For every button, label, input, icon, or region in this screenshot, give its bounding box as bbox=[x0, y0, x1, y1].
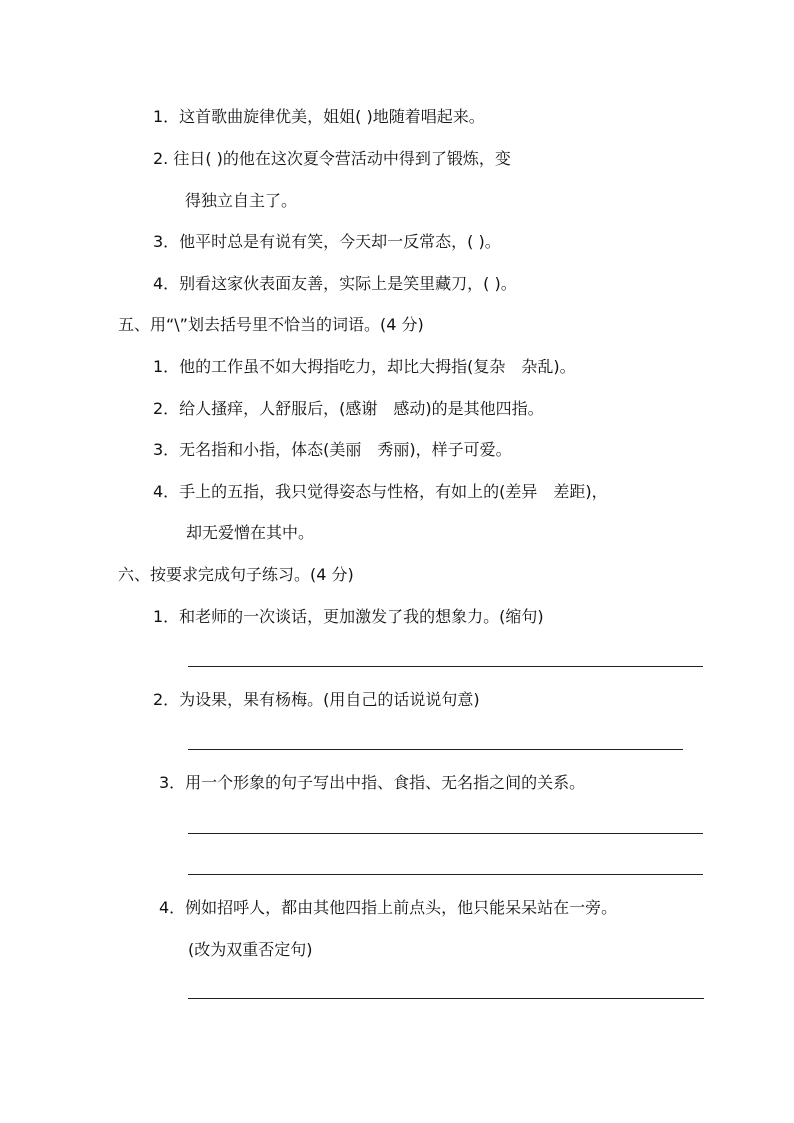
section-6-heading: 六、按要求完成句子练习。(4 分) bbox=[118, 565, 354, 584]
s4-item-4: 4．别看这家伙表面友善，实际上是笑里藏刀，( )。 bbox=[153, 274, 517, 293]
answer-line-4[interactable] bbox=[188, 998, 704, 999]
s4-item-1: 1．这首歌曲旋律优美，姐姐( )地随着唱起来。 bbox=[153, 107, 485, 126]
s5-item-1: 1．他的工作虽不如大拇指吃力，却比大拇指(复杂 杂乱)。 bbox=[153, 357, 576, 376]
s5-item-3: 3．无名指和小指，体态(美丽 秀丽)，样子可爱。 bbox=[153, 440, 512, 459]
s5-item-4-cont: 却无爱憎在其中。 bbox=[186, 523, 315, 542]
s6-item-3: 3．用一个形象的句子写出中指、食指、无名指之间的关系。 bbox=[159, 773, 586, 792]
answer-line-3a[interactable] bbox=[188, 833, 703, 834]
s4-item-3: 3．他平时总是有说有笑，今天却一反常态，( )。 bbox=[153, 232, 501, 251]
s4-item-2: 2. 往日( )的他在这次夏令营活动中得到了锻炼，变 bbox=[153, 149, 511, 168]
s6-item-4-instruction: (改为双重否定句) bbox=[188, 940, 313, 959]
s6-item-1: 1．和老师的一次谈话，更加激发了我的想象力。(缩句) bbox=[153, 607, 544, 626]
answer-line-3b[interactable] bbox=[188, 874, 703, 875]
s6-item-4: 4．例如招呼人，都由其他四指上前点头，他只能呆呆站在一旁。 bbox=[159, 898, 618, 917]
section-5-heading: 五、用“\”划去括号里不恰当的词语。(4 分) bbox=[118, 315, 424, 334]
s6-item-2: 2．为设果，果有杨梅。(用自己的话说说句意) bbox=[153, 690, 480, 709]
s5-item-4: 4．手上的五指，我只觉得姿态与性格，有如上的(差异 差距)， bbox=[153, 482, 608, 501]
s5-item-2: 2．给人搔痒，人舒服后，(感谢 感动)的是其他四指。 bbox=[153, 399, 544, 418]
answer-line-2[interactable] bbox=[188, 749, 683, 750]
s4-item-2-cont: 得独立自主了。 bbox=[185, 191, 298, 210]
answer-line-1[interactable] bbox=[188, 666, 703, 667]
